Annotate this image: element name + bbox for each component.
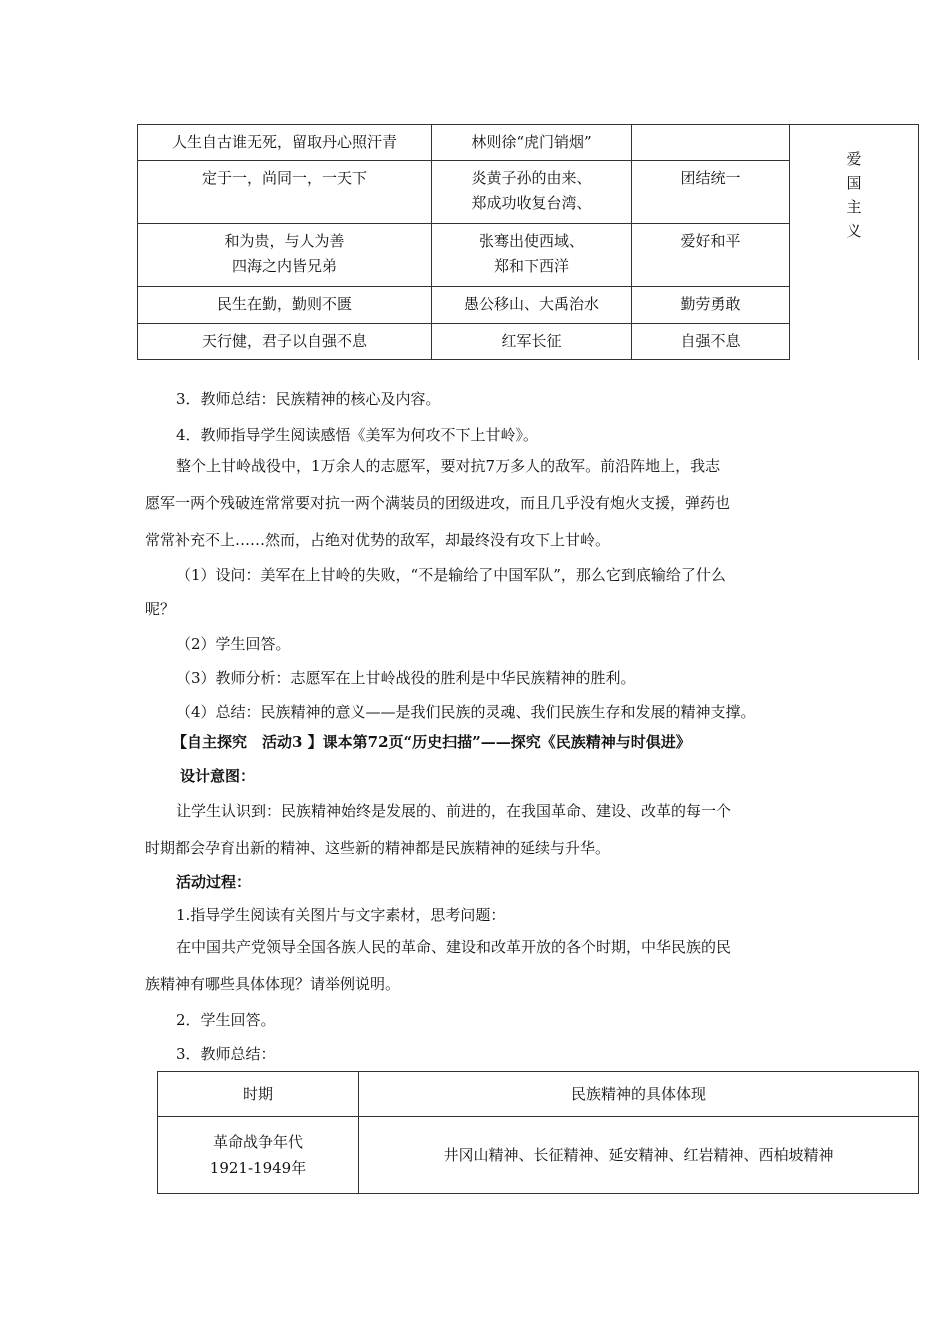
paragraph: 常常补充不上……然而，占绝对优势的敌军，却最终没有攻下上甘岭。	[145, 531, 611, 549]
paragraph: （1）设问：美军在上甘岭的失败，“不是输给了中国军队”，那么它到底输给了什么	[176, 566, 726, 584]
national-spirit-table	[137, 124, 919, 360]
paragraph: 4．教师指导学生阅读感悟《美军为何攻不下上甘岭》。	[176, 426, 539, 444]
paragraph: 时期都会孕育出新的精神、这些新的精神都是民族精神的延续与升华。	[145, 839, 611, 857]
paragraph: 1.指导学生阅读有关图片与文字素材，思考问题：	[176, 906, 506, 924]
paragraph: 让学生认识到：民族精神始终是发展的、前进的，在我国革命、建设、改革的每一个	[176, 802, 732, 820]
table-cell: 炎黄子孙的由来、 郑成功收复台湾、	[432, 161, 632, 224]
table-cell: 愚公移山、大禹治水	[432, 287, 632, 324]
table-cell: 爱好和平	[632, 224, 790, 287]
process-title: 活动过程：	[176, 873, 252, 891]
paragraph: （3）教师分析：志愿军在上甘岭战役的胜利是中华民族精神的胜利。	[176, 669, 636, 687]
table-cell: 天行健，君子以自强不息	[138, 324, 432, 360]
paragraph: 2．学生回答。	[176, 1011, 276, 1029]
table-cell: 自强不息	[632, 324, 790, 360]
design-intent-title: 设计意图：	[180, 767, 256, 785]
table-cell: 革命战争年代 1921-1949年	[158, 1117, 359, 1194]
table-header-cell: 民族精神的具体体现	[359, 1072, 919, 1117]
table-cell: 和为贵，与人为善 四海之内皆兄弟	[138, 224, 432, 287]
table-cell: 民生在勤，勤则不匮	[138, 287, 432, 324]
table-cell: 红军长征	[432, 324, 632, 360]
paragraph: 族精神有哪些具体体现？请举例说明。	[145, 975, 401, 993]
spirit-by-period-table	[157, 1071, 919, 1194]
paragraph: 愿军一两个残破连常常要对抗一两个满装员的团级进攻，而且几乎没有炮火支援，弹药也	[145, 494, 731, 512]
paragraph: 3．教师总结：	[176, 1045, 276, 1063]
paragraph: 3．教师总结：民族精神的核心及内容。	[176, 390, 441, 408]
section-heading: 【自主探究 活动3 】课本第72页“历史扫描”——探究《民族精神与时俱进》	[172, 733, 691, 751]
table-cell: 定于一，尚同一，一天下	[138, 161, 432, 224]
table-cell: 林则徐“虎门销烟”	[432, 125, 632, 161]
paragraph: （2）学生回答。	[176, 635, 291, 653]
table-cell: 勤劳勇敢	[632, 287, 790, 324]
paragraph: （4）总结：民族精神的意义——是我们民族的灵魂、我们民族生存和发展的精神支撑。	[176, 703, 756, 721]
table-cell: 人生自古谁无死，留取丹心照汗青	[138, 125, 432, 161]
paragraph: 呢？	[145, 600, 176, 618]
table-cell: 张骞出使西域、 郑和下西洋	[432, 224, 632, 287]
patriotism-label-cell: 爱 国 主 义	[790, 125, 919, 360]
table-cell	[632, 125, 790, 161]
paragraph: 整个上甘岭战役中，1万余人的志愿军，要对抗7万多人的敌军。前沿阵地上，我志	[176, 457, 721, 475]
paragraph: 在中国共产党领导全国各族人民的革命、建设和改革开放的各个时期，中华民族的民	[176, 938, 732, 956]
table-cell: 团结统一	[632, 161, 790, 224]
table-header-cell: 时期	[158, 1072, 359, 1117]
table-cell: 井冈山精神、长征精神、延安精神、红岩精神、西柏坡精神	[359, 1117, 919, 1194]
